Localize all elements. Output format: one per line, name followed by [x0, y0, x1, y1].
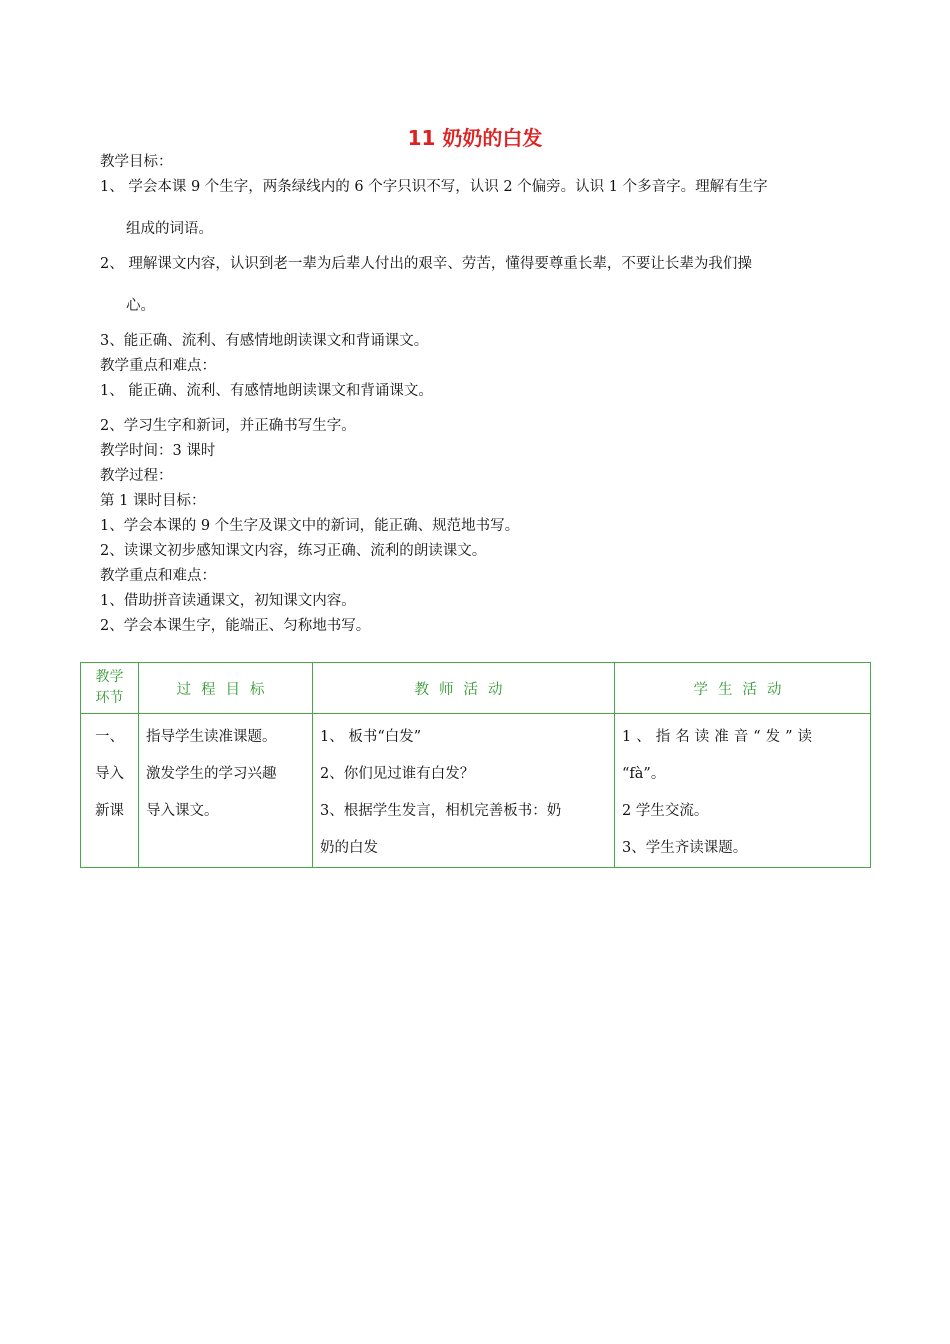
key-point-1: 1、 能正确、流利、有感情地朗读课文和背诵课文。 — [100, 383, 433, 399]
teacher-line: 1、 板书“白发” — [320, 729, 422, 745]
header-stage-line-1: 教学 — [95, 669, 124, 685]
key-points-heading: 教学重点和难点： — [100, 358, 216, 374]
objective-2: 2、 理解课文内容，认识到老一辈为后辈人付出的艰辛、劳苦，懂得要尊重长辈，不要让长辈为我们操 — [100, 256, 752, 272]
lesson-1-key-2: 2、学会本课生字，能端正、匀称地书写。 — [100, 618, 371, 634]
header-teacher-activity: 教师活动 — [313, 663, 615, 714]
goal-line: 指导学生读准课题。 — [146, 729, 277, 745]
teacher-line: 3、根据学生发言，相机完善板书：奶 — [320, 803, 562, 819]
lesson-plan-table — [80, 662, 871, 868]
objectives-heading: 教学目标： — [100, 154, 173, 170]
objective-1-continued: 组成的词语。 — [126, 221, 213, 237]
key-point-2: 2、学习生字和新词，并正确书写生字。 — [100, 418, 356, 434]
student-line: 1、指名读准音“发”读 — [622, 729, 818, 745]
header-goals: 过程目标 — [139, 663, 313, 714]
lesson-1-heading: 第 1 课时目标： — [100, 493, 206, 509]
table-row — [81, 714, 871, 868]
table-header-row — [81, 663, 871, 714]
stage-line: 导入 — [95, 766, 124, 782]
header-student-activity: 学生活动 — [615, 663, 871, 714]
lesson-1-goal-1: 1、学会本课的 9 个生字及课文中的新词，能正确、规范地书写。 — [100, 518, 520, 534]
teacher-activity-cell — [313, 714, 615, 868]
student-activity-cell — [615, 714, 871, 868]
stage-line: 一、 — [95, 729, 124, 745]
lesson-1-key-heading: 教学重点和难点： — [100, 568, 216, 584]
goals-cell — [139, 714, 313, 868]
document-title: 11 奶奶的白发 — [407, 126, 543, 150]
student-line: 3、学生齐读课题。 — [622, 840, 748, 856]
teacher-line: 奶的白发 — [320, 840, 378, 856]
stage-cell — [81, 714, 139, 868]
process-heading: 教学过程： — [100, 468, 173, 484]
objective-1: 1、 学会本课 9 个生字，两条绿线内的 6 个字只识不写，认识 2 个偏旁。认识 1 个多音字。理解有生字 — [100, 179, 768, 195]
lesson-1-key-1: 1、借助拼音读通课文，初知课文内容。 — [100, 593, 356, 609]
goal-line: 导入课文。 — [146, 803, 219, 819]
student-line: 2 学生交流。 — [622, 803, 709, 819]
objective-2-continued: 心。 — [126, 298, 155, 314]
header-stage — [81, 663, 139, 714]
lesson-1-goal-2: 2、读课文初步感知课文内容，练习正确、流利的朗读课文。 — [100, 543, 487, 559]
student-line: “fà”。 — [622, 766, 666, 782]
teacher-line: 2、你们见过谁有白发？ — [320, 766, 475, 782]
teaching-time: 教学时间：3 课时 — [100, 443, 216, 459]
goal-line: 激发学生的学习兴趣 — [146, 766, 277, 782]
stage-line: 新课 — [95, 803, 124, 819]
objective-3: 3、能正确、流利、有感情地朗读课文和背诵课文。 — [100, 333, 429, 349]
header-stage-line-2: 环节 — [95, 690, 124, 706]
